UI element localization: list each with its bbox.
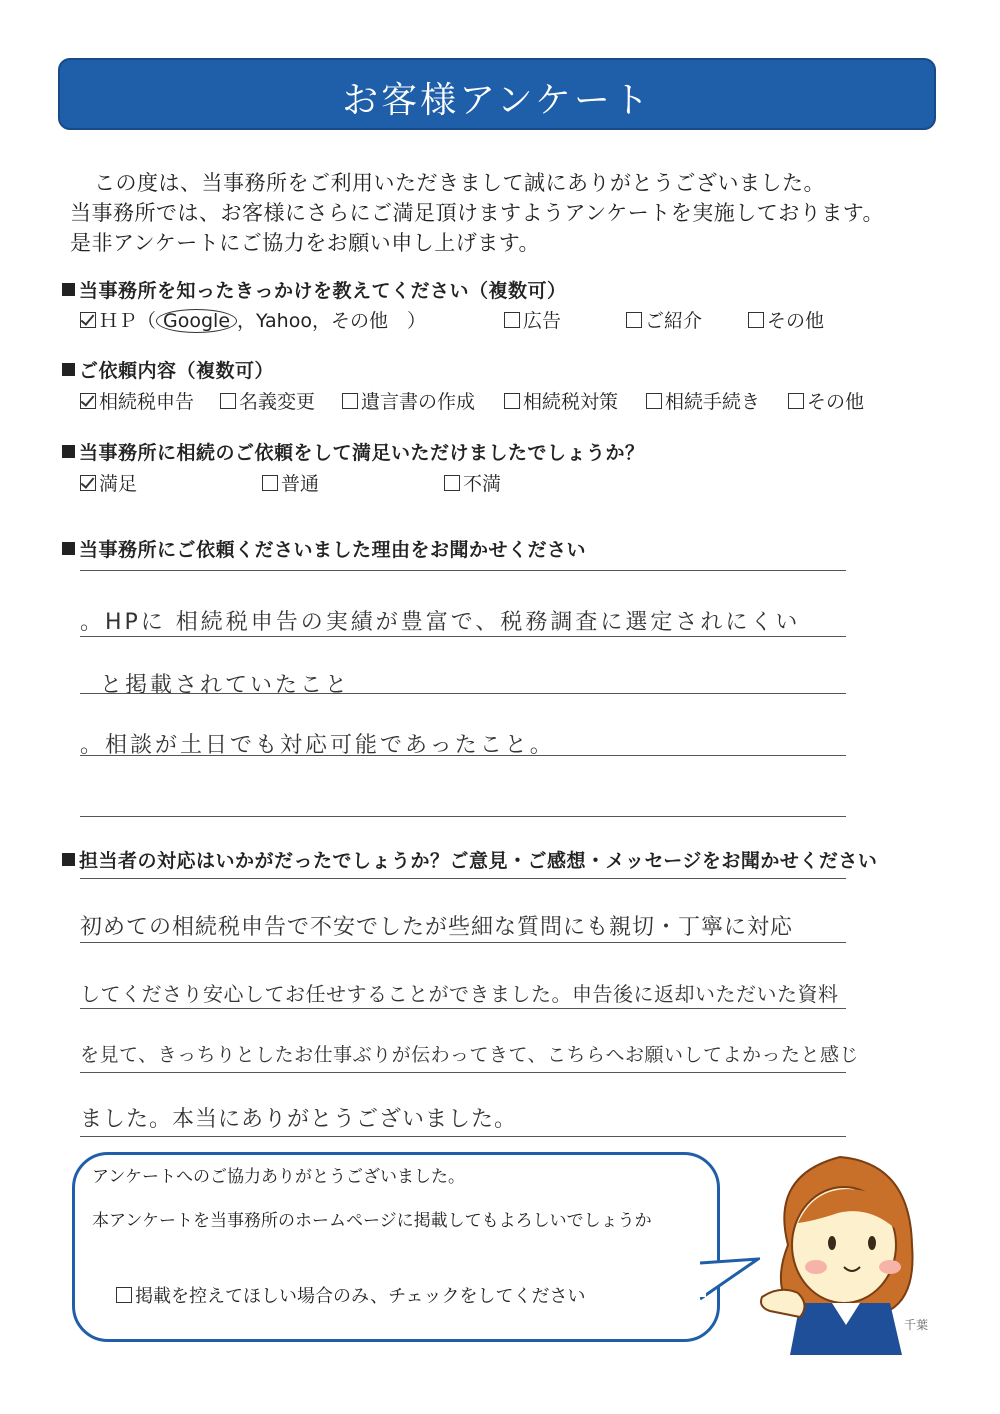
option-other[interactable]: その他 [748, 306, 824, 333]
option-satisfied[interactable]: 満足 [80, 469, 137, 496]
checkbox-icon[interactable] [504, 312, 520, 328]
option-hp[interactable]: ＨＰ（ Google ，Yahoo，その他 ） [80, 306, 426, 333]
checkbox-icon[interactable] [262, 475, 278, 491]
handwritten-answer-line: してくださり安心してお任せすることができました。申告後に返却いただいた資料 [80, 982, 839, 1006]
checkbox-icon[interactable] [444, 475, 460, 491]
page-title: お客様アンケート [342, 80, 652, 121]
answer-rule [80, 755, 846, 756]
question-4-title: 当事務所にご依頼くださいました理由をお聞かせください [62, 535, 586, 562]
handwritten-answer-line: 。相談が土日でも対応可能であったこと。 [80, 733, 555, 758]
handwritten-answer-line: と掲載されていたこと [100, 673, 351, 698]
answer-rule [80, 878, 846, 879]
checkbox-icon[interactable] [646, 393, 662, 409]
checkbox-checked-icon[interactable] [80, 475, 96, 491]
answer-rule [80, 636, 846, 637]
question-2-title: ご依頼内容（複数可） [62, 356, 274, 383]
answer-rule [80, 942, 846, 943]
checkbox-icon[interactable] [504, 393, 520, 409]
question-3-title: 当事務所に相続のご依頼をして満足いただけましたでしょうか？ [62, 438, 645, 465]
checkbox-icon[interactable] [788, 393, 804, 409]
handwritten-answer-line: 初めての相続税申告で不安でしたが些細な質問にも親切・丁寧に対応 [80, 915, 794, 940]
option-will-creation[interactable]: 遺言書の作成 [342, 387, 475, 414]
option-tax-planning[interactable]: 相続税対策 [504, 387, 618, 414]
option-title-change[interactable]: 名義変更 [220, 387, 315, 414]
footer-thanks: アンケートへのご協力ありがとうございました。 [92, 1167, 465, 1187]
square-bullet-icon [62, 283, 75, 296]
option-referral[interactable]: ご紹介 [626, 306, 702, 333]
handwritten-answer-line: ました。本当にありがとうございました。 [80, 1107, 518, 1132]
square-bullet-icon [62, 445, 75, 458]
square-bullet-icon [62, 363, 75, 376]
option-other[interactable]: その他 [788, 387, 864, 414]
intro-line: この度は、当事務所をご利用いただきまして誠にありがとうございました。 [94, 171, 825, 195]
option-neutral[interactable]: 普通 [262, 469, 319, 496]
circled-google: Google [156, 309, 237, 333]
option-inheritance-tax-filing[interactable]: 相続税申告 [80, 387, 194, 414]
option-dissatisfied[interactable]: 不満 [444, 469, 501, 496]
intro-line: 当事務所では、お客様にさらにご満足頂けますようアンケートを実施しております。 [70, 201, 885, 225]
answer-rule [80, 570, 846, 571]
checkbox-icon[interactable] [342, 393, 358, 409]
handwritten-answer-line: を見て、きっちりとしたお仕事ぶりが伝わってきて、こちらへお願いしてよかったと感じ [80, 1044, 860, 1066]
answer-rule [80, 1136, 846, 1137]
answer-rule [80, 693, 846, 694]
intro-line: 是非アンケートにご協力をお願い申し上げます。 [70, 231, 541, 255]
staff-name: 千葉 [904, 1318, 929, 1332]
checkbox-checked-icon[interactable] [80, 312, 96, 328]
intro-text [70, 168, 970, 258]
publish-opt-out-option[interactable]: 掲載を控えてほしい場合のみ、チェックをしてください [116, 1282, 586, 1308]
answer-rule [80, 1072, 846, 1073]
answer-rule [80, 1008, 846, 1009]
header-banner [58, 58, 936, 130]
question-5-title: 担当者の対応はいかがだったでしょうか？ご意見・ご感想・メッセージをお聞かせください [62, 846, 877, 873]
checkbox-icon[interactable] [220, 393, 236, 409]
checkbox-icon[interactable] [748, 312, 764, 328]
square-bullet-icon [62, 853, 75, 866]
option-ad[interactable]: 広告 [504, 306, 561, 333]
checkbox-icon[interactable] [116, 1287, 132, 1303]
checkbox-icon[interactable] [626, 312, 642, 328]
checkbox-checked-icon[interactable] [80, 393, 96, 409]
handwritten-answer-line: 。HPに 相続税申告の実績が豊富で、税務調査に選定されにくい [80, 610, 801, 635]
footer-publish-question: 本アンケートを当事務所のホームページに掲載してもよろしいでしょうか [92, 1211, 652, 1231]
question-1-title: 当事務所を知ったきっかけを教えてください（複数可） [62, 276, 567, 303]
option-inheritance-procedures[interactable]: 相続手続き [646, 387, 760, 414]
square-bullet-icon [62, 542, 75, 555]
answer-rule [80, 816, 846, 817]
